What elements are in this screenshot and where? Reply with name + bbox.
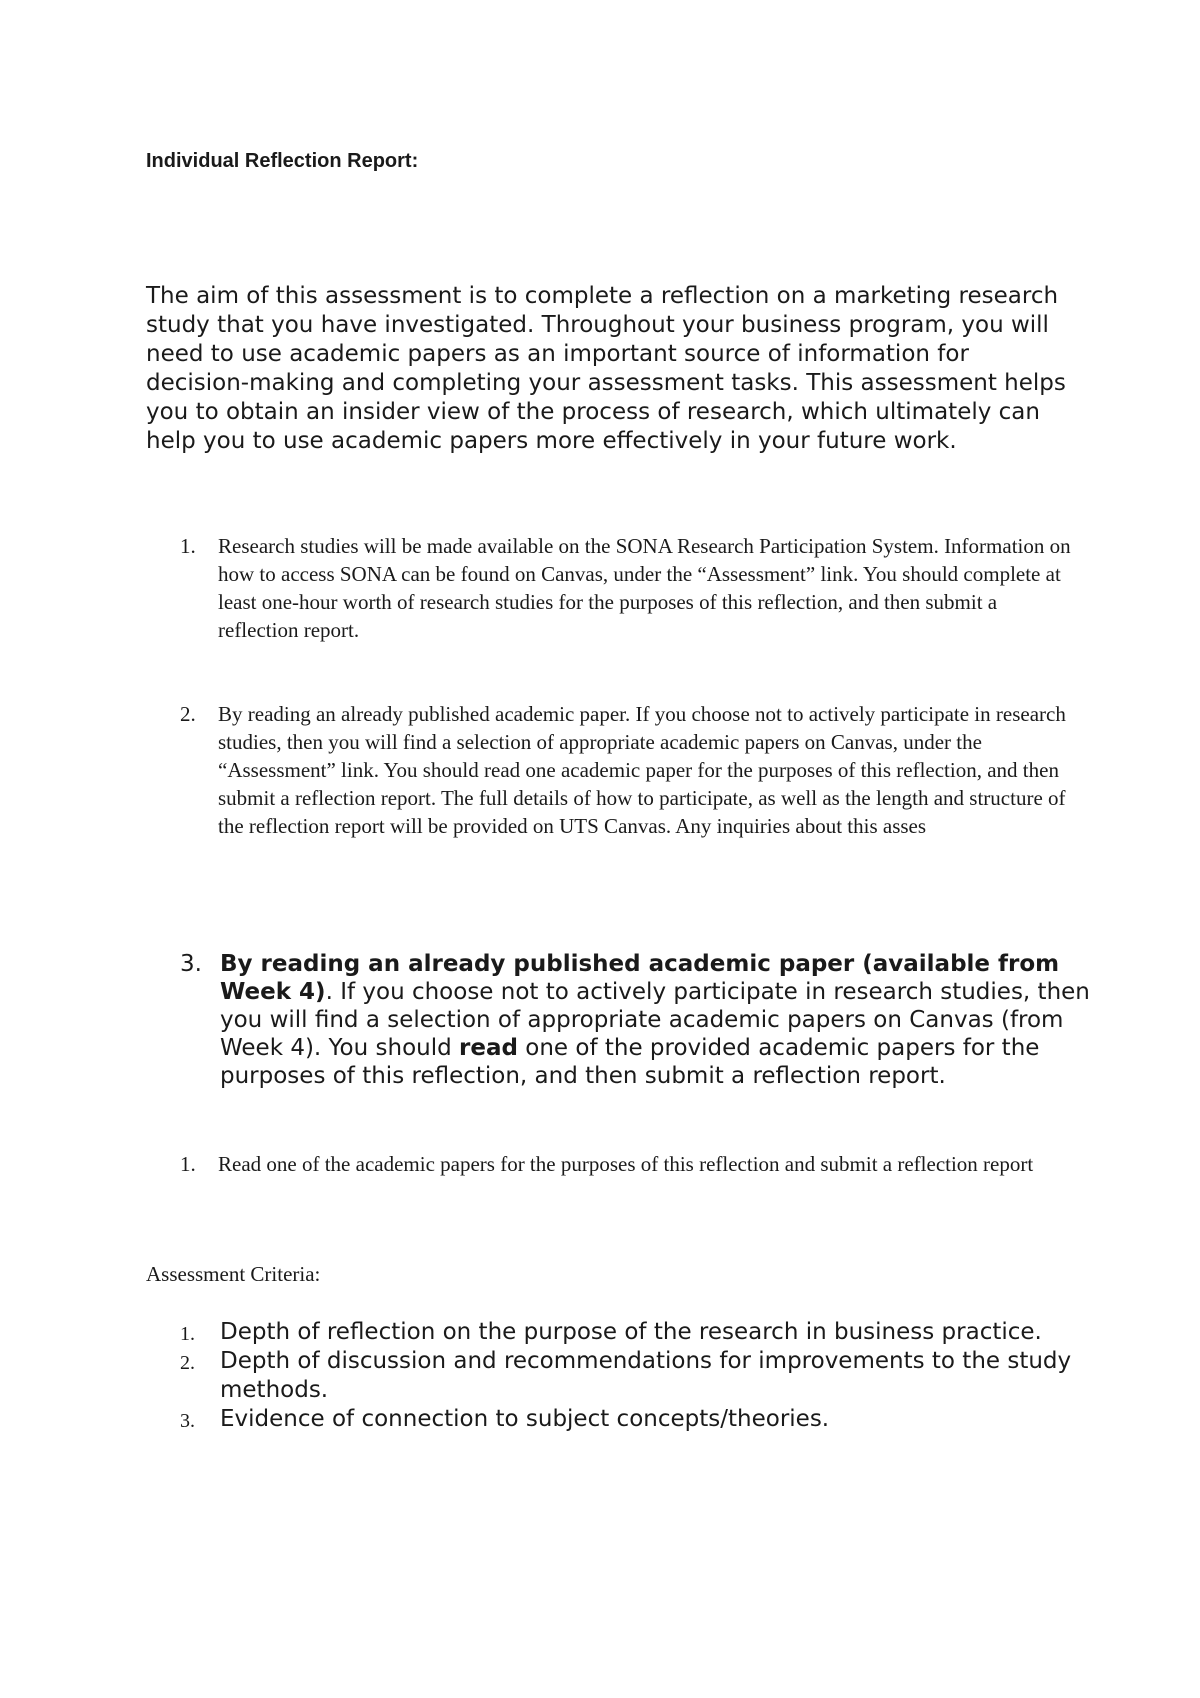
list-number: 2.	[180, 702, 196, 726]
criteria-text: Depth of discussion and recommendations for improvements to the study methods.	[220, 1348, 1072, 1403]
option-3-text-part1: . If you choose not to actively participate in research studies, then you will find a selection of appropriate academic papers on Canvas (from Week 4). You should	[220, 979, 1090, 1061]
option-3-paragraph	[180, 950, 1100, 1090]
list-number: 3.	[180, 1410, 195, 1432]
list-item-text: Research studies will be made available on the SONA Research Participation System. Information on how to access SONA can be found on Canvas, under the “Assessment” link. You should complete at least one-hour worth of research studies for the purposes of this reflection, and then submit a reflection report.	[218, 534, 1071, 642]
participation-options-list	[180, 532, 1080, 644]
assessment-criteria-heading: Assessment Criteria:	[146, 1262, 321, 1286]
list-number: 3.	[180, 951, 202, 977]
criteria-item	[180, 1405, 1080, 1434]
list-item	[180, 532, 1080, 644]
list-number: 1.	[180, 1323, 195, 1345]
participation-options-list-2	[180, 700, 1080, 840]
reading-task-list	[180, 1150, 1080, 1178]
option-3-bold-word: read	[459, 1035, 518, 1061]
list-number: 1.	[180, 1152, 196, 1176]
list-item	[180, 1150, 1080, 1178]
option-3-text-part2: one of the provided academic papers for the purposes of this reflection, and then submit a reflection report.	[220, 1035, 1040, 1089]
criteria-text: Depth of reflection on the purpose of the research in business practice.	[220, 1319, 1042, 1345]
criteria-item	[180, 1318, 1080, 1347]
list-item-text: By reading an already published academic paper. If you choose not to actively participate in research studies, then you will find a selection of appropriate academic papers on Canvas, under the “Assessment” link. You should read one academic paper for the purposes of this reflection, and then submit a reflection report. The full details of how to participate, as well as the length and structure of the reflection report will be provided on UTS Canvas. Any inquiries about this asses	[218, 702, 1066, 838]
intro-paragraph: The aim of this assessment is to complete a reflection on a marketing research study that you have investigated. Throughout your business program, you will need to use academic papers as an important source of information for decision-making and completing your assessment tasks. This assessment helps you to obtain an insider view of the process of research, which ultimately can help you to use academic papers more effectively in your future work.	[146, 283, 1066, 454]
list-number: 1.	[180, 534, 196, 558]
criteria-text: Evidence of connection to subject concepts/theories.	[220, 1406, 830, 1432]
assessment-criteria-list	[180, 1318, 1080, 1434]
list-item-text: Read one of the academic papers for the purposes of this reflection and submit a reflection report	[218, 1152, 1034, 1176]
list-number: 2.	[180, 1352, 195, 1374]
option-3-bold-lead: By reading an already published academic paper (available from Week 4)	[220, 951, 1060, 1005]
criteria-item	[180, 1347, 1080, 1405]
document-title: Individual Reflection Report:	[146, 150, 419, 172]
list-item	[180, 700, 1080, 840]
